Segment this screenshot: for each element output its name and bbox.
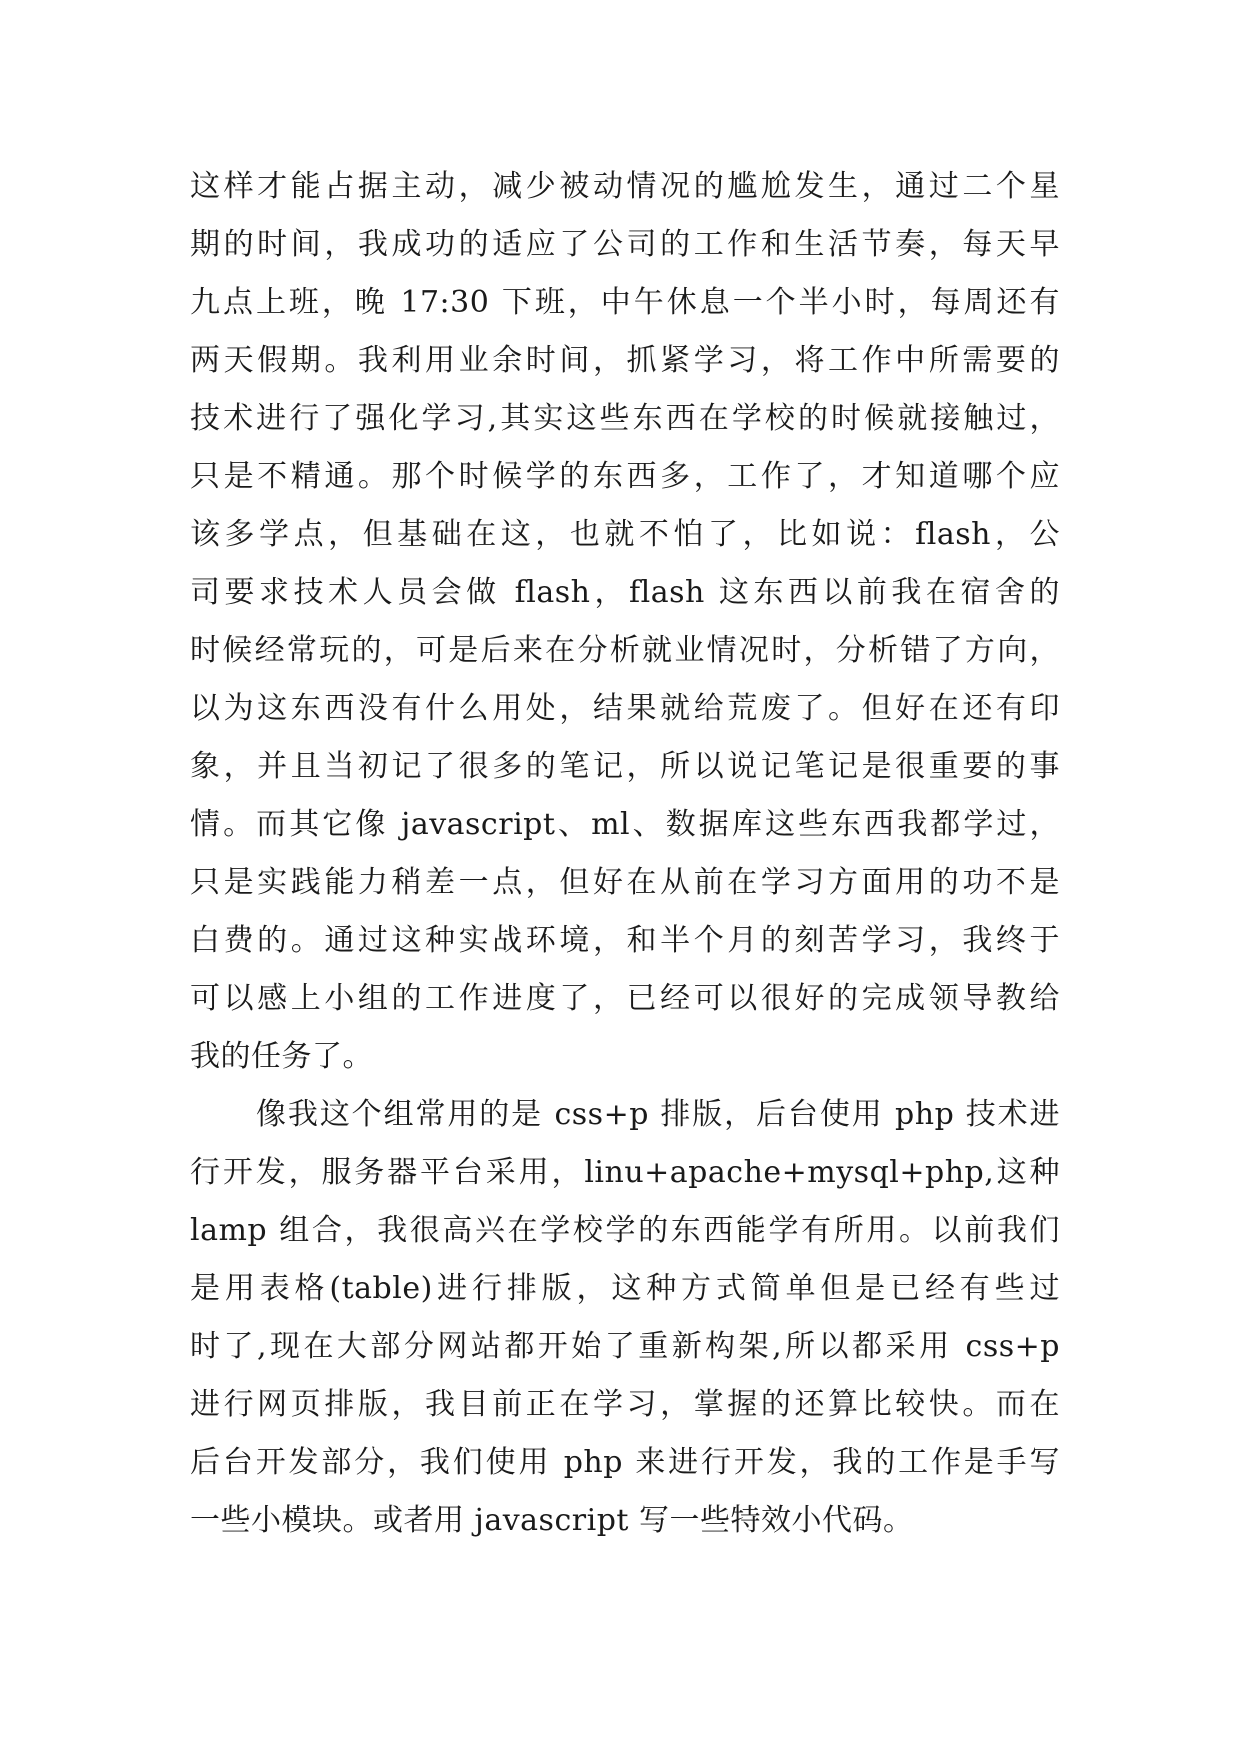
text-line: 这样才能占据主动，减少被动情况的尴尬发生，通过二个星 [190,169,1060,204]
text-line: 技术进行了强化学习,其实这些东西在学校的时候就接触过， [190,401,1060,436]
text-line: 像我这个组常用的是 css+p 排版，后台使用 php 技术进 [256,1097,1060,1132]
text-line: 行开发，服务器平台采用，linu+apache+mysql+php,这种 [190,1155,1060,1190]
text-line: 时了,现在大部分网站都开始了重新构架,所以都采用 css+p [190,1329,1060,1364]
text-line: 两天假期。我利用业余时间，抓紧学习，将工作中所需要的 [190,343,1060,378]
text-line: 期的时间，我成功的适应了公司的工作和生活节奏，每天早 [190,227,1060,262]
text-line: 后台开发部分，我们使用 php 来进行开发，我的工作是手写 [190,1445,1060,1480]
text-line: 时候经常玩的，可是后来在分析就业情况时，分析错了方向， [190,633,1060,668]
text-line: 一些小模块。或者用 javascript 写一些特效小代码。 [190,1503,914,1538]
text-line: 只是实践能力稍差一点，但好在从前在学习方面用的功不是 [190,865,1060,900]
text-line: 可以感上小组的工作进度了，已经可以很好的完成领导教给 [190,981,1060,1016]
text-line: 司要求技术人员会做 flash，flash 这东西以前我在宿舍的 [190,575,1060,610]
paragraph-1 [190,158,1060,1086]
text-line: 以为这东西没有什么用处，结果就给荒废了。但好在还有印 [190,691,1060,726]
text-line: 该多学点，但基础在这，也就不怕了，比如说：flash，公 [190,517,1060,552]
text-line: 象，并且当初记了很多的笔记，所以说记笔记是很重要的事 [190,749,1060,784]
text-line: 只是不精通。那个时候学的东西多，工作了，才知道哪个应 [190,459,1060,494]
document-body [190,158,1060,1550]
text-line: 进行网页排版，我目前正在学习，掌握的还算比较快。而在 [190,1387,1060,1422]
text-line: 我的任务了。 [190,1039,373,1074]
text-line: lamp 组合，我很高兴在学校学的东西能学有所用。以前我们 [190,1213,1060,1248]
paragraph-2 [190,1086,1060,1550]
text-line: 九点上班，晚 17:30 下班，中午休息一个半小时，每周还有 [190,285,1060,320]
text-line: 情。而其它像 javascript、ml、数据库这些东西我都学过， [190,807,1060,842]
text-line: 是用表格(table)进行排版，这种方式简单但是已经有些过 [190,1271,1060,1306]
text-line: 白费的。通过这种实战环境，和半个月的刻苦学习，我终于 [190,923,1060,958]
